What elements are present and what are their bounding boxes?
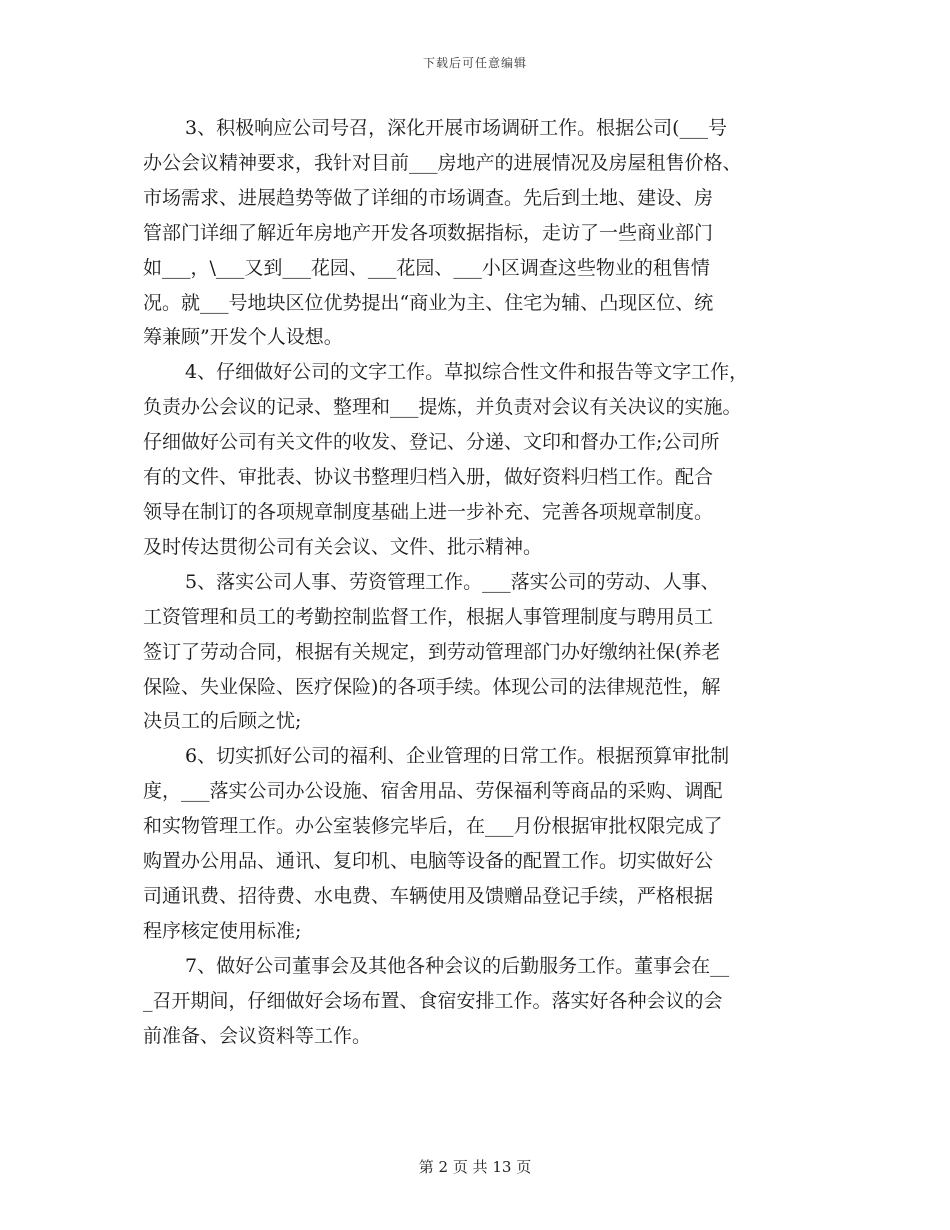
text-line: 4、仔细做好公司的文字工作。草拟综合性文件和报告等文字工作， xyxy=(185,361,749,384)
text-line: 管部门详细了解近年房地产开发各项数据指标，走访了一些商业部门 xyxy=(143,221,714,244)
text-line: 购置办公用品、通讯、复印机、电脑等设备的配置工作。切实做好公 xyxy=(143,850,714,873)
paragraph-4 xyxy=(143,355,823,564)
text-line: 6、切实抓好公司的福利、企业管理的日常工作。根据预算审批制 xyxy=(185,745,730,768)
paragraph-7 xyxy=(143,949,823,1054)
text-line: 决员工的后顾之忧; xyxy=(143,710,302,733)
paragraph-5 xyxy=(143,565,823,740)
page-header: 下载后可任意编辑 xyxy=(422,56,527,70)
text-line: 签订了劳动合同，根据有关规定，到劳动管理部门办好缴纳社保(养老 xyxy=(143,640,721,663)
document-body xyxy=(143,111,823,1053)
text-line: 筹兼顾”开发个人设想。 xyxy=(143,326,343,349)
text-line: 如___，\___又到___花园、___花园、___小区调查这些物业的租售情 xyxy=(143,256,710,279)
text-line: 工资管理和员工的考勤控制监督工作，根据人事管理制度与聘用员工 xyxy=(143,605,714,628)
text-line: 市场需求、进展趋势等做了详细的市场调查。先后到土地、建设、房 xyxy=(143,186,714,209)
text-line: 仔细做好公司有关文件的收发、登记、分递、文印和督办工作;公司所 xyxy=(143,431,720,454)
text-line: 程序核定使用标准; xyxy=(143,919,302,942)
text-line: 有的文件、审批表、协议书整理归档入册，做好资料归档工作。配合 xyxy=(143,466,714,489)
text-line: 况。就___号地块区位优势提出“商业为主、住宅为辅、凸现区位、统 xyxy=(143,291,714,314)
text-line: 及时传达贯彻公司有关会议、文件、批示精神。 xyxy=(143,535,543,558)
paragraph-3 xyxy=(143,111,823,355)
text-line: 前准备、会议资料等工作。 xyxy=(143,1024,372,1047)
text-line: 度，___落实公司办公设施、宿舍用品、劳保福利等商品的采购、调配 xyxy=(143,780,723,803)
text-line: 领导在制订的各项规章制度基础上进一步补充、完善各项规章制度。 xyxy=(143,500,714,523)
text-line: 办公会议精神要求，我针对目前___房地产的进展情况及房屋租售价格、 xyxy=(143,151,742,174)
text-line: 保险、失业保险、医疗保险)的各项手续。体现公司的法律规范性，解 xyxy=(143,675,721,698)
text-line: 负责办公会议的记录、整理和___提炼，并负责对会议有关决议的实施。 xyxy=(143,396,742,419)
page-number-footer: 第 2 页 共 13 页 xyxy=(418,1158,532,1176)
text-line: 司通讯费、招待费、水电费、车辆使用及馈赠品登记手续，严格根据 xyxy=(143,884,714,907)
paragraph-6 xyxy=(143,739,823,948)
text-line: 3、积极响应公司号召，深化开展市场调研工作。根据公司(___号 xyxy=(185,117,728,139)
text-line: _召开期间，仔细做好会场布置、食宿安排工作。落实好各种会议的会 xyxy=(143,989,723,1012)
text-line: 和实物管理工作。办公室装修完毕后，在___月份根据审批权限完成了 xyxy=(143,815,723,838)
text-line: 7、做好公司董事会及其他各种会议的后勤服务工作。董事会在__ xyxy=(185,954,730,977)
text-line: 5、落实公司人事、劳资管理工作。___落实公司的劳动、人事、 xyxy=(185,570,720,593)
